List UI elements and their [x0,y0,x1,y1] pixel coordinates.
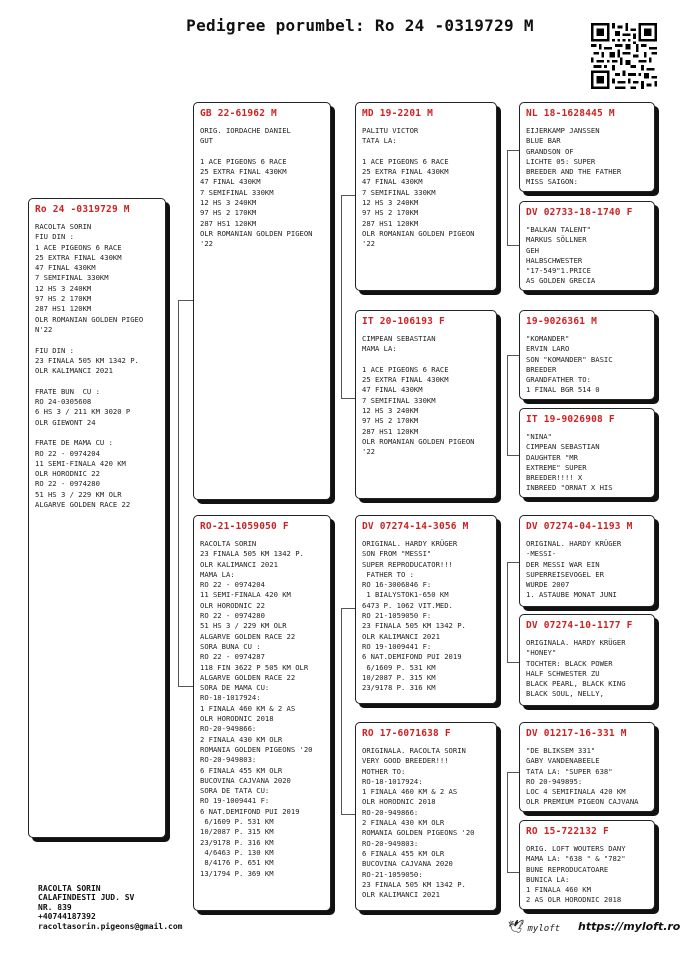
pedigree-card-sds [519,310,655,400]
pedigree-card-sdd [519,408,655,498]
connector-line [507,455,519,456]
myloft-logo [508,920,560,935]
ring-number: RO 17-6071638 F [362,728,451,739]
connector-line [507,245,519,246]
card-details: ORIGINALA. RACOLTA SORIN VERY GOOD BREEDER!!! MOTHER TO: RO-18-1017924: 1 FINALA 460 KM & 2 AS OLR HORODNIC 2018 RO-20-949866: 2 FINALA 430 KM OLR ROMANIA GOLDEN PIGEONS '20 RO-20-949803: 6 FINALA 455 KM OLR BUCOVINA CAJVANA 2020 RO-21-1059050: 23 FINALA 505 KM 1342 P. OLR KALIMANCI 2021 [362,746,475,900]
card-details: ORIG. IORDACHE DANIEL GUT 1 ACE PIGEONS 6 RACE 25 EXTRA FINAL 430KM 47 FINAL 430KM 7 SEMIFINAL 330KM 12 HS 3 240KM 97 HS 2 170KM 287 HS1 120KM OLR ROMANIAN GOLDEN PIGEON '22 [200,126,313,249]
pedigree-card-ddd [519,820,655,910]
pedigree-card-sire-sire [355,102,497,291]
pedigree-card-sss [519,102,655,192]
card-details: ORIGINAL. HARDY KRÜGER SON FROM "MESSI" SUPER REPRODUCATOR!!! FATHER TO : RO 16-3006846 F: 1 BIALYSTOK1-650 KM 6473 P. 1062 VIT.MED. RO 21-1059050 F: 23 FINALA 505 KM 1342 P. OLR KALIMANCI 2021 RO 19-1009441 F: 6 NAT.DEMIFOND PUI 2019 6/1609 P. 531 KM 10/2087 P. 315 KM 23/9178 P. 316 KM [362,539,466,693]
ring-number: DV 07274-10-1177 F [526,620,633,631]
connector-line [341,195,342,398]
connector-line [178,300,193,301]
pedigree-card-dam-dam [355,722,497,911]
ring-number: GB 22-61962 M [200,108,277,119]
card-details: CIMPEAN SEBASTIAN MAMA LA: 1 ACE PIGEONS 6 RACE 25 EXTRA FINAL 430KM 47 FINAL 430KM 7 SEMIFINAL 330KM 12 HS 3 240KM 97 HS 2 170KM 287 HS1 120KM OLR ROMANIAN GOLDEN PIGEON '22 [362,334,475,457]
connector-line [507,772,519,773]
page-title: Pedigree porumbel: Ro 24 -0319729 M [186,16,534,35]
ring-number: Ro 24 -0319729 M [35,204,130,215]
ring-number: IT 20-106193 F [362,316,445,327]
card-details: "DE BLIKSEM 331" GABY VANDENABEELE TATA LA: "SUPER 638" RO 20-949895: LOC 4 SEMIFINALA 420 KM OLR PREMIUM PIGEON CAJVANA [526,746,639,807]
ring-number: NL 18-1628445 M [526,108,615,119]
pedigree-card-sire-dam [355,310,497,499]
connector-line [178,686,193,687]
ring-number: DV 07274-04-1193 M [526,521,633,532]
connector-line [507,150,519,151]
connector-line [507,150,508,245]
ring-number: MD 19-2201 M [362,108,434,119]
connector-line [507,355,519,356]
connector-line [507,562,519,563]
card-details: PALITU VICTOR TATA LA: 1 ACE PIGEONS 6 RACE 25 EXTRA FINAL 430KM 47 FINAL 430KM 7 SEMIFINAL 330KM 12 HS 3 240KM 97 HS 2 170KM 287 HS1 120KM OLR ROMANIAN GOLDEN PIGEON '22 [362,126,475,249]
qr-code-icon [591,23,657,89]
pedigree-card-dam-sire [355,515,497,704]
ring-number: DV 01217-16-331 M [526,728,627,739]
connector-line [341,608,355,609]
connector-line [507,872,519,873]
card-details: ORIG. LOFT WOUTERS DANY MAMA LA: "638 " & "782" BUNE REPRODUCATOARE BUNICA LA: 1 FINALA 460 KM 2 AS OLR HORODNIC 2018 [526,844,626,905]
card-details: "BALKAN TALENT" MARKUS SÖLLNER GEH HALBSCHWESTER "17-549"1.PRICE AS GOLDEN GRECIA [526,225,596,286]
connector-line [507,662,519,663]
pedigree-card-ssd [519,201,655,291]
connector-line [341,195,355,196]
pedigree-card-dss [519,515,655,607]
card-details: ORIGINAL. HARDY KRÜGER -MESSI- DER MESSI WAR EIN SUPERREISEVOGEL ER WURDE 2007 1. ASTAUBE MONAT JUNI [526,539,622,600]
dove-icon: 🕊 [508,920,525,935]
card-details: EIJERKAMP JANSSEN BLUE BAR GRANDSON OF LICHTE 05: SUPER BREEDER AND THE FATHER MISS SAIGON: [526,126,622,187]
card-details: ORIGINALA. HARDY KRÜGER "HONEY" TOCHTER: BLACK POWER HALF SCHWESTER ZU BLACK PEARL, BLACK KING BLACK SOUL, NELLY, [526,638,626,699]
pedigree-card-dam [193,515,331,911]
owner-contact: RACOLTA SORIN CALAFINDESTI JUD. SV NR. 839 +40744187392 racoltasorin.pigeons@gmail.com [38,884,183,931]
logo-text: myloft [527,924,561,934]
card-details: "KOMANDER" ERVIN LARO SON "KOMANDER" BASIC BREEDER GRANDFATHER TO: 1 FINAL BGR 514 0 [526,334,613,395]
ring-number: DV 07274-14-3056 M [362,521,469,532]
pedigree-card-dds [519,722,655,812]
ring-number: DV 02733-18-1740 F [526,207,633,218]
ring-number: 19-9026361 M [526,316,598,327]
connector-line [166,300,167,686]
connector-line [341,608,342,814]
card-details: RACOLTA SORIN 23 FINALA 505 KM 1342 P. OLR KALIMANCI 2021 MAMA LA: RO 22 - 0974204 11 SEMI-FINALA 420 KM OLR HORODNIC 22 RO 22 - 0974280 51 HS 3 / 229 KM OLR ALGARVE GOLDEN RACE 22 SORA BUNA CU : RO 22 - 0974287 118 FIN 3622 P 505 KM OLR ALGARVE GOLDEN RACE 22 SORA DE MAMA CU: RO-18-1017924: 1 FINALA 460 KM & 2 AS OLR HORODNIC 2018 RO-20-949866: 2 FINALA 430 KM OLR ROMANIA GOLDEN PIGEONS '20 RO-20-949803: 6 FINALA 455 KM OLR BUCOVINA CAJVANA 2020 SORA DE TATA CU: RO 19-1009441 F: 6 NAT.DEMIFOND PUI 2019 6/1609 P. 531 KM 10/2087 P. 315 KM 23/9178 P. 316 KM 4/6463 P. 130 KM 8/4176 P. 651 KM 13/1794 P. 369 KM [200,539,313,878]
card-details: RACOLTA SORIN FIU DIN : 1 ACE PIGEONS 6 RACE 25 EXTRA FINAL 430KM 47 FINAL 430KM 7 SEMIFINAL 330KM 12 HS 3 240KM 97 HS 2 170KM 287 HS1 120KM OLR ROMANIAN GOLDEN PIGEO N'22 FIU DIN : 23 FINALA 505 KM 1342 P. OLR KALIMANCI 2021 FRATE BUN CU : RO 24-0305608 6 HS 3 / 211 KM 3020 P OLR GIEWONT 24 FRATE DE MAMA CU : RO 22 - 0974204 11 SEMI-FINALA 420 KM OLR HORODNIC 22 RO 22 - 0974280 51 HS 3 / 229 KM OLR ALGARVE GOLDEN RACE 22 [35,222,144,510]
connector-line [507,772,508,872]
website-link[interactable]: https://myloft.ro [578,920,681,933]
card-details: "NINA" CIMPEAN SEBASTIAN DAUGHTER "MR EXTREME" SUPER BREEDER!!!! X INBREED "ORNAT X HIS [526,432,613,493]
connector-line [341,814,355,815]
pedigree-card-sire [193,102,331,500]
connector-line [341,398,355,399]
connector-line [178,300,179,686]
connector-line [507,562,508,662]
ring-number: IT 19-9026908 F [526,414,615,425]
pedigree-card-dsd [519,614,655,706]
pedigree-card-subject [28,198,166,838]
ring-number: RO-21-1059050 F [200,521,289,532]
ring-number: RO 15-722132 F [526,826,609,837]
connector-line [507,355,508,455]
